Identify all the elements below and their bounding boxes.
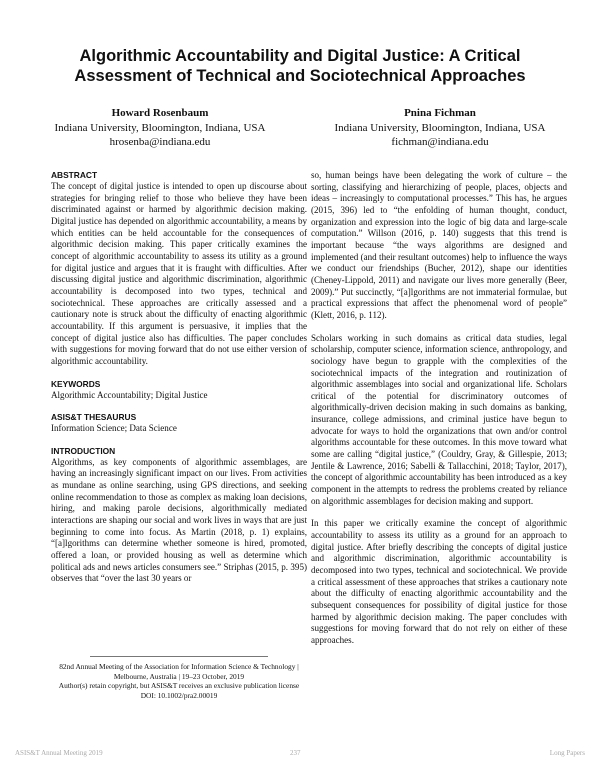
- author-2-email[interactable]: fichman@indiana.edu: [391, 136, 489, 148]
- footer-venue: ASIS&T Annual Meeting 2019: [15, 749, 103, 757]
- introduction-paragraph-1: Algorithms, as key components of algorithmic assemblages, are having an increasingly significant impact on our lives. From activities as mundane as online searching, using GPS directions, and seeking online recommendation to those as complex as making loan decisions, hiring, and making parole decisions, algorithmically mediated interactions are shaping our social and work lives in ways that are just beginning to come into focus. As Martin (2018, p. 1) explains, “[a]lgorithms can determine whether someone is hired, promoted, offered a loan, or provided housing as well as determine which political ads and news articles consumers see.” Striphas (2015, p. 395) observes that “over the last 30 years or: [51, 456, 307, 584]
- thesaurus-text: Information Science; Data Science: [51, 423, 177, 434]
- right-paragraph-2: Scholars working in such domains as critical data studies, legal scholarship, computer science, information science, anthropology, and sociology have begun to grapple with the complexities of the sociotechnical impacts of the integration and routinization of algorithmic assemblages into social and organizational life. Scholars critical of the potential for discriminatory outcomes of algorithmically-driven decision making in such domains as banking, insurance, college admissions, and criminal justice have begun to advocate for ways to hold the organizations that own and/or control algorithms accountable for these outcomes. In this move toward what some are calling “digital justice,” (Couldry, Gray, & Gillespie, 2013; Jentile & Lawrence, 2016; Sabelli & Tallacchini, 2018; Taylor, 2017), the concept of algorithmic accountability has been introduced as a key component in the attempts to redress the problems created by reliance on algorithmic assemblages for decision making and support.: [311, 332, 567, 506]
- footnote-conference: 82nd Annual Meeting of the Association for Information Science & Technology | Melbourne, Australia | 19–23 October, 2019: [59, 662, 299, 681]
- right-paragraph-1: so, human beings have been delegating the work of culture – the sorting, classifying and hierarchizing of people, places, objects and ideas – increasingly to computational processes.” This has, he argues (2015, 396) led to “the enfolding of human thought, conduct, organization and expression into the logic of big data and large-scale computation.” Willson (2016, p. 140) suggests that this trend is important because “the ways algorithms are designed and implemented (and their resultant outcomes) help to influence the ways we conduct our friendships (Bucher, 2012), shape our identities (Cheney-Lippold, 2011) and navigate our lives more generally (Beer, 2009).” Put succinctly, “[a]lgorithms are not immaterial formulae, but practical expressions that affect the phenomenal word of people” (Klett, 2016, p. 112).: [311, 170, 567, 320]
- keywords-text: Algorithmic Accountability; Digital Justice: [51, 389, 208, 400]
- author-1: [30, 106, 290, 150]
- author-2-name: Pnina Fichman: [404, 107, 476, 119]
- abstract-heading: ABSTRACT: [51, 170, 98, 180]
- footnote-doi[interactable]: DOI: 10.1002/pra2.00019: [140, 690, 218, 700]
- author-2: [310, 106, 570, 150]
- author-1-name: Howard Rosenbaum: [111, 107, 209, 119]
- left-column: [51, 170, 307, 585]
- footnote: [51, 662, 307, 700]
- keywords-heading: KEYWORDS: [51, 378, 101, 389]
- thesaurus-heading: ASIS&T THESAURUS: [51, 412, 137, 423]
- paper-title: Algorithmic Accountability and Digital Justice: A Critical Assessment of Technical and Sociotechnical Approaches: [74, 47, 526, 85]
- author-2-affiliation: Indiana University, Bloomington, Indiana, USA: [334, 121, 546, 134]
- footnote-rule: [90, 656, 268, 657]
- author-1-affiliation: Indiana University, Bloomington, Indiana, USA: [54, 121, 266, 134]
- right-paragraph-3: In this paper we critically examine the concept of algorithmic accountability to assess its utility as a ground for an approach to digital justice. After briefly describing the concepts of digital justice and algorithmic discrimination, algorithmic accountability is decomposed into two types, technical and sociotechnical. We provide a critical assessment of these approaches that strikes a cautionary note about the difficulty of enacting algorithmic accountability and the subsequent consequences for possibility of digital justice for those harmed by algorithmic decision making. The paper concludes with suggestions for moving forward that do not rely on either of these approaches.: [311, 518, 567, 645]
- abstract-text: The concept of digital justice is intended to open up discourse about strategies for bringing relief to those who believe they have been discriminated against or harmed by algorithmic decision making. Digital justice has depended on algorithmic accountability, a means by which entities can be held accountable for the consequences of algorithmic decision making. This paper critically examines the concept of algorithmic accountability to assess its utility as a ground for digital justice and argues that it is fraught with difficulties. After discussing digital justice and algorithmic discrimination, algorithmic accountability is decomposed into two types, technical and sociotechnical. These approaches are critically assessed and a cautionary note is struck about the difficulty of enacting algorithmic accountability. If this argument is persuasive, it implies that the concept of digital justice also has difficulties. The paper concludes with suggestions for moving forward that do not use either version of algorithmic accountability.: [51, 181, 307, 366]
- footer-track: Long Papers: [549, 749, 585, 757]
- right-column: [311, 170, 567, 647]
- footer-page-number: 237: [290, 749, 301, 757]
- introduction-heading: INTRODUCTION: [51, 445, 116, 456]
- footnote-copyright: Author(s) retain copyright, but ASIS&T receives an exclusive publication license: [58, 681, 300, 691]
- author-1-email[interactable]: hrosenba@indiana.edu: [109, 136, 211, 148]
